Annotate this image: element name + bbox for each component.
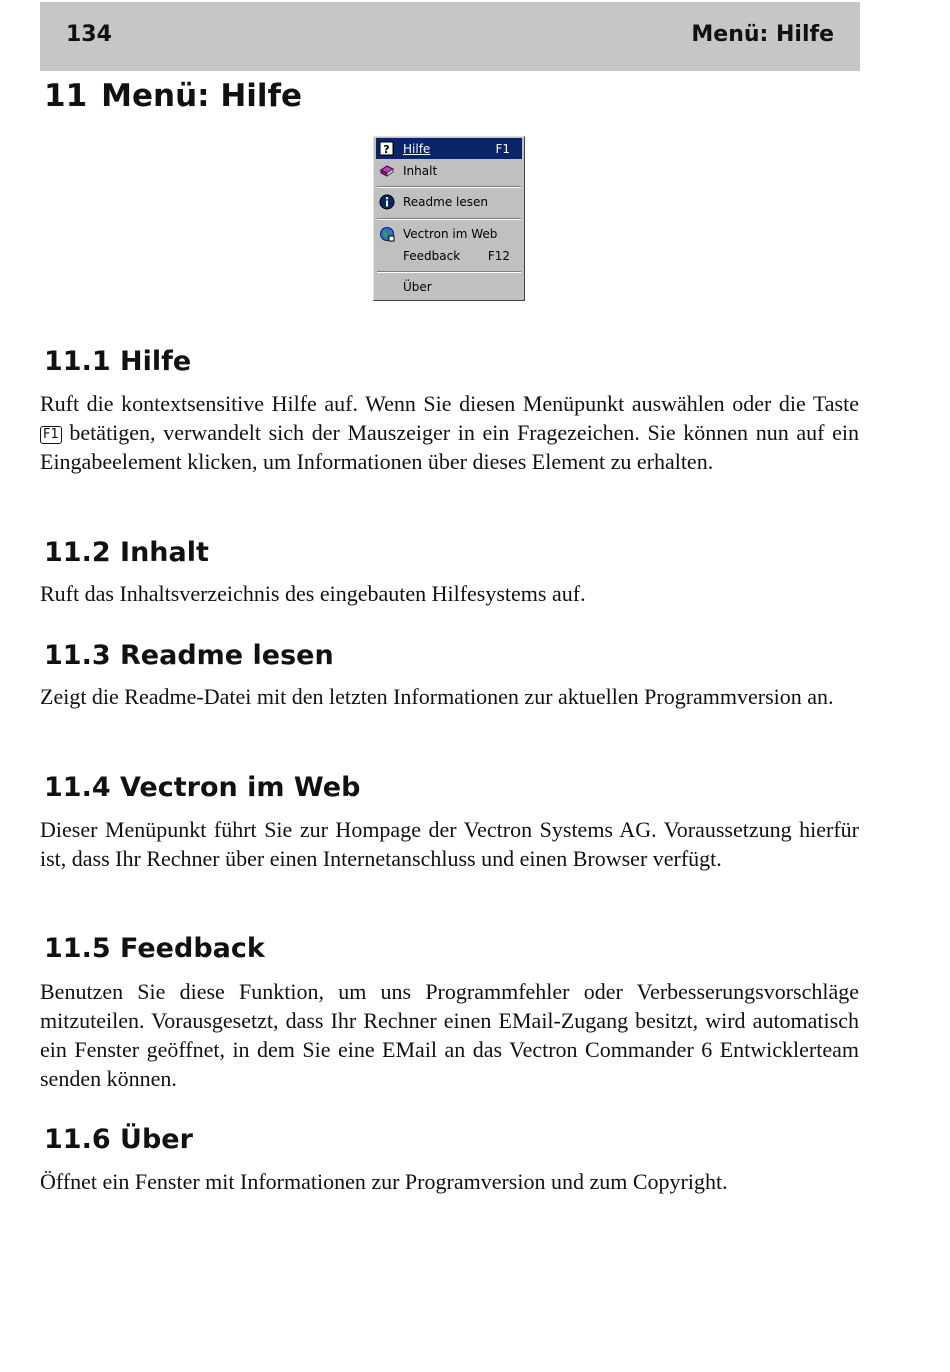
- body-text: betätigen, verwandelt sich der Mauszeiger in ein Fragezeichen. Sie können nun auf ein Eingabeelement klicken, um Informationen über dieses Element zu erhalten.: [40, 420, 860, 474]
- running-header: [40, 2, 860, 71]
- menu-item-feedback[interactable]: [376, 245, 522, 266]
- help-icon: [379, 141, 395, 157]
- menu-item-ueber[interactable]: [376, 276, 522, 297]
- f1-key-icon: F1: [40, 426, 62, 444]
- section-heading: 11.5 Feedback: [44, 933, 265, 964]
- menu-item-vectron-web[interactable]: [376, 223, 522, 244]
- section-body: Öffnet ein Fenster mit Informationen zur Programversion und zum Copyright.: [40, 1169, 728, 1194]
- menu-item-label: Über: [403, 280, 432, 294]
- chapter-number: 11: [44, 78, 88, 114]
- section-body: [40, 389, 859, 476]
- menu-separator: [377, 186, 521, 188]
- menu-item-label: Feedback: [403, 249, 461, 263]
- menu-item-inhalt[interactable]: [376, 160, 522, 181]
- help-menu: [373, 136, 525, 301]
- chapter-title-text: Menü: Hilfe: [101, 78, 303, 114]
- section-heading: 11.6 Über: [44, 1124, 193, 1155]
- page-number: 134: [66, 22, 112, 47]
- info-icon: [379, 194, 395, 210]
- menu-item-label: Vectron im Web: [403, 227, 498, 241]
- section-heading: 11.2 Inhalt: [44, 537, 209, 568]
- menu-separator: [377, 218, 521, 220]
- svg-text:?: ?: [383, 143, 390, 156]
- section-body: Dieser Menüpunkt führt Sie zur Hompage der Vectron Systems AG. Voraussetzung hierfür ist, dass Ihr Rechner über einen Internetanschluss und einen Browser verfügt.: [40, 817, 859, 871]
- section-body: Benutzen Sie diese Funktion, um uns Programmfehler oder Verbesserungsvorschläge mitzuteilen. Vorausgesetzt, dass Ihr Rechner einen EMail-Zugang besitzt, wird automatisch ein Fenster geöffnet, in dem Sie eine EMail an das Vectron Commander 6 Entwicklerteam senden können.: [40, 979, 859, 1091]
- section-heading: 11.1 Hilfe: [44, 346, 192, 377]
- menu-item-readme[interactable]: [376, 191, 522, 212]
- section-heading: 11.3 Readme lesen: [44, 640, 334, 671]
- section-heading: 11.4 Vectron im Web: [44, 772, 361, 803]
- chapter-title: [44, 78, 302, 114]
- menu-item-shortcut: F12: [487, 249, 510, 263]
- menu-item-shortcut: F1: [495, 142, 510, 156]
- section-body: Ruft das Inhaltsverzeichnis des eingebauten Hilfesystems auf.: [40, 581, 586, 606]
- running-header-title: Menü: Hilfe: [691, 22, 834, 47]
- menu-item-label: Inhalt: [403, 164, 438, 178]
- menu-item-hilfe[interactable]: [376, 138, 522, 159]
- menu-separator: [377, 271, 521, 273]
- body-text: Ruft die kontextsensitive Hilfe auf. Wenn Sie diesen Menüpunkt auswählen oder die Taste: [40, 391, 859, 416]
- menu-item-label: Readme lesen: [403, 195, 488, 209]
- globe-icon: [379, 226, 395, 242]
- menu-item-label: Hilfe: [403, 142, 431, 156]
- book-icon: [379, 163, 395, 179]
- section-body: Zeigt die Readme-Datei mit den letzten Informationen zur aktuellen Programmversion an.: [40, 684, 834, 709]
